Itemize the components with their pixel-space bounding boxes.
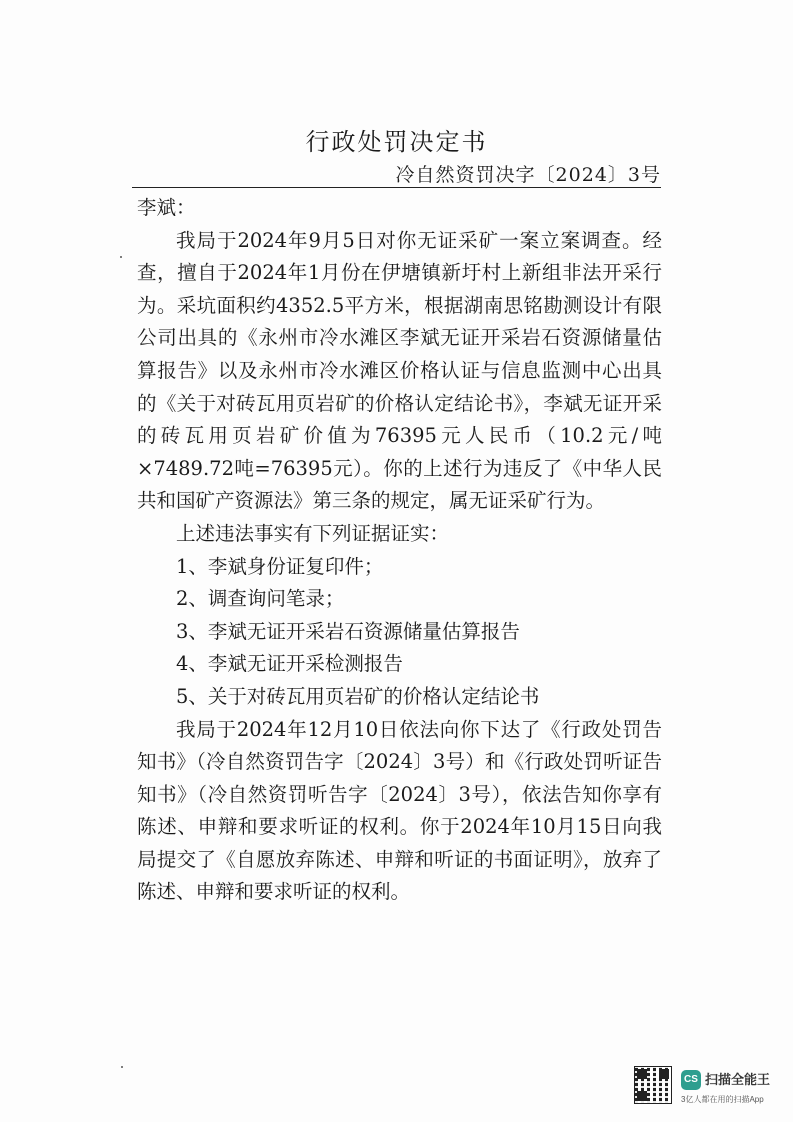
scan-speck bbox=[121, 1066, 123, 1068]
scanner-app-tagline: 3亿人都在用的扫描App bbox=[681, 1095, 764, 1104]
evidence-item: 1、李斌身份证复印件； bbox=[176, 554, 384, 578]
document-title: 行政处罚决定书 bbox=[305, 128, 488, 156]
addressee: 李斌： bbox=[137, 196, 196, 219]
evidence-item: 3、李斌无证开采岩石资源储量估算报告 bbox=[176, 619, 520, 643]
facts-paragraph: 我局于2024年9月5日对你无证采矿一案立案调查。经查，擅自于2024年1月份在伊塘镇新圩村上新组非法开采行为。采坑面积约4352.5平方米，根据湖南思铭勘测设计有限公司出具的《永州市冷水滩区李斌无证开采岩石资源储量估算报告》以及永州市冷水滩区价格认证与信息监测中心出具的《关于对砖瓦用页岩矿的价格认定结论书》，李斌无证开采的砖瓦用页岩矿价值为76395元人民币（10.2元/吨×7489.72吨=76395元）。你的上述行为违反了《中华人民共和国矿产资源法》第三条的规定，属无证采矿行为。 bbox=[137, 228, 662, 513]
scanner-watermark bbox=[634, 1066, 784, 1110]
evidence-item: 4、李斌无证开采检测报告 bbox=[176, 652, 403, 676]
evidence-item: 5、关于对砖瓦用页岩矿的价格认定结论书 bbox=[176, 684, 540, 708]
scan-speck bbox=[120, 256, 122, 258]
qr-code-icon bbox=[634, 1066, 672, 1104]
header-divider bbox=[132, 187, 661, 188]
document-body bbox=[137, 192, 662, 909]
scanner-app-name: 扫描全能王 bbox=[705, 1072, 771, 1087]
camscanner-logo-icon: CS bbox=[681, 1070, 701, 1090]
evidence-intro: 上述违法事实有下列证据证实： bbox=[176, 521, 450, 545]
document-number: 冷自然资罚决字〔2024〕3号 bbox=[395, 164, 661, 186]
notification-paragraph: 我局于2024年12月10日依法向你下达了《行政处罚告知书》（冷自然资罚告字〔2024〕3号）和《行政处罚听证告知书》（冷自然资罚听告字〔2024〕3号），依法告知你享有陈述、申辩和要求听证的权利。你于2024年10月15日向我局提交了《自愿放弃陈述、申辩和听证的书面证明》，放弃了陈述、申辩和要求听证的权利。 bbox=[137, 717, 662, 904]
evidence-item: 2、调查询问笔录； bbox=[176, 587, 345, 611]
